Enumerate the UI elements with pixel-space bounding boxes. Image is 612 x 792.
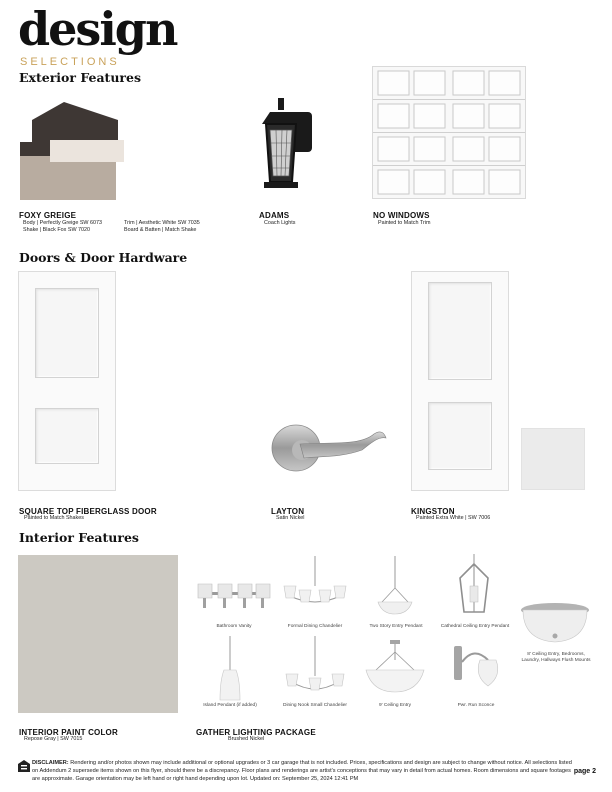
coach-light-sub: Coach Lights xyxy=(264,220,296,226)
interior-door-title: KINGSTON xyxy=(411,507,455,516)
front-door-title: SQUARE TOP FIBERGLASS DOOR xyxy=(19,507,157,516)
fixture-nook-chandelier-image xyxy=(282,636,348,702)
fixture-flush-mount-image xyxy=(518,596,592,646)
fixture-two-story-pendant-image xyxy=(370,556,420,620)
fixture-island-pendant-image xyxy=(208,636,252,702)
fixture-label-ceiling-entry: 9' Ceiling Entry xyxy=(378,703,412,708)
fixture-bathroom-vanity-image xyxy=(194,576,274,616)
disclaimer xyxy=(32,759,572,783)
fixture-sconce-image xyxy=(450,638,506,700)
section-doors: Doors & Door Hardware xyxy=(19,250,188,265)
coach-light-title: ADAMS xyxy=(259,211,290,220)
fixture-label-bathroom-vanity: Bathroom Vanity xyxy=(216,624,252,629)
disclaimer-text: Rendering and/or photos shown may include additional or optional upgrades or 3 car garage that is not included. Prices, specifications and design are subject to change without notice. All selections listed on Addendum 2 supersede items shown on this flyer, should there be a discrepancy. Floor plans and renderings are artist's conceptions that may vary in detail from actual homes. Room dimensions and square footages are approximate. Garage orientation may be left hand or right hand depending upon lot. Updated on: September 25, 2024 12:41 PM xyxy=(32,760,572,782)
door-lever-image xyxy=(270,420,390,472)
logo-design: design xyxy=(18,2,177,56)
fixture-label-cathedral-pendant: Cathedral Ceiling Entry Pendant xyxy=(440,624,510,629)
garage-door-sub: Painted to Match Trim xyxy=(378,220,431,226)
section-exterior: Exterior Features xyxy=(19,70,141,85)
fixture-ceiling-entry-image xyxy=(364,640,426,698)
fixture-label-sconce: Pwr. Run Sconce xyxy=(457,703,495,708)
interior-door-image xyxy=(411,271,509,491)
garage-door-title: NO WINDOWS xyxy=(373,211,430,220)
lighting-package-title: GATHER LIGHTING PACKAGE xyxy=(196,728,316,737)
interior-paint-sub: Repose Gray | SW 7015 xyxy=(24,736,83,742)
exterior-paint-title: FOXY GREIGE xyxy=(19,211,77,220)
interior-paint-swatch xyxy=(18,555,178,713)
fixture-cathedral-pendant-image xyxy=(454,554,494,620)
garage-door-image xyxy=(372,66,526,199)
lighting-package-sub: Brushed Nickel xyxy=(228,736,265,742)
front-door-sub: Painted to Match Shakes xyxy=(24,515,84,521)
fixture-label-island-pendant: Island Pendant (if added) xyxy=(203,703,257,708)
fixture-label-dining-chandelier: Formal Dining Chandelier xyxy=(287,624,343,629)
equal-housing-icon xyxy=(18,760,30,774)
exterior-paint-body: Body | Perfectly Greige SW 6073 xyxy=(23,220,103,226)
exterior-paint-batten: Board & Batten | Match Shake xyxy=(124,227,197,233)
interior-door-sub: Painted Extra White | SW 7006 xyxy=(416,515,491,521)
hardware-sub: Satin Nickel xyxy=(276,515,305,521)
exterior-color-swatch xyxy=(20,102,124,200)
logo-selections: SELECTIONS xyxy=(20,56,120,68)
hardware-title: LAYTON xyxy=(271,507,305,516)
page-number: page 2 xyxy=(573,768,596,775)
exterior-paint-shake: Shake | Black Fox SW 7020 xyxy=(23,227,91,233)
fixture-dining-chandelier-image xyxy=(280,556,350,620)
exterior-paint-trim: Trim | Aesthetic White SW 7035 xyxy=(124,220,200,226)
coach-light-image xyxy=(252,98,316,204)
fixture-label-two-story-pendant: Two Story Entry Pendant xyxy=(369,624,423,629)
disclaimer-label: DISCLAIMER: xyxy=(32,760,69,766)
interior-door-color-swatch xyxy=(521,428,585,490)
interior-paint-title: INTERIOR PAINT COLOR xyxy=(19,728,118,737)
front-door-image xyxy=(18,271,116,491)
section-interior: Interior Features xyxy=(19,530,139,545)
fixture-label-nook-chandelier: Dining Nook Small Chandelier xyxy=(283,703,347,708)
fixture-label-flush-mount: 8' Ceiling Entry, Bedrooms, Laundry, Hallways Flush Mounts xyxy=(521,652,591,663)
